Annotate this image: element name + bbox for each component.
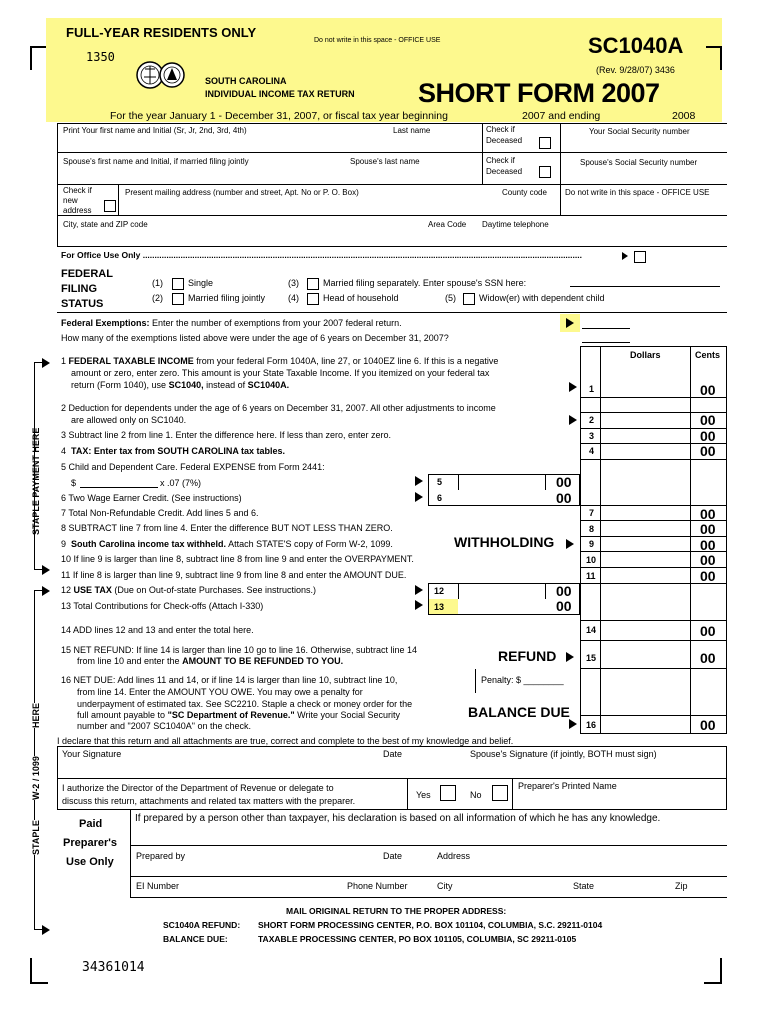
line-9-number-box: 9 — [589, 539, 595, 549]
line-6-text: 6 Two Wage Earner Credit. (See instructions) — [61, 493, 242, 503]
corner-mark — [30, 46, 46, 48]
arrow-icon — [566, 318, 574, 328]
area-code-field[interactable]: Area Code — [428, 220, 467, 229]
rule — [580, 459, 727, 460]
rule — [57, 746, 727, 747]
corner-mark — [720, 958, 722, 984]
arrow-icon — [415, 600, 423, 610]
line-11-text: 11 If line 8 is larger than line 9, subtract line 9 from line 8 and enter the AMOUNT DUE. — [61, 570, 407, 580]
tax-year-label: For the year January 1 - December 31, 2007, or fiscal tax year beginning — [110, 110, 448, 122]
preparer-address-field[interactable]: Address — [437, 851, 471, 861]
line-15-b-a: from line 10 and enter the — [77, 656, 180, 666]
line-4-text — [61, 446, 285, 456]
prepared-by-field[interactable]: Prepared by — [136, 851, 186, 861]
line-14-number-box: 14 — [586, 625, 597, 635]
office-use-label: Do not write in this space - OFFICE USE — [314, 37, 441, 44]
rule — [130, 876, 727, 877]
exemptions-label — [61, 318, 402, 328]
rule — [580, 346, 581, 734]
rule — [407, 778, 408, 809]
rule — [580, 733, 727, 734]
line-3-number-box: 3 — [589, 431, 595, 441]
form-code: 1350 — [86, 50, 115, 64]
line-2-text-b: are allowed only on SC1040. — [71, 415, 187, 425]
first-name-field[interactable]: Print Your first name and Initial (Sr, Jr, 2nd, 3rd, 4th) — [63, 126, 247, 135]
line-16-text-c: underpayment of estimated tax. See SC2210. Staple a check or money order for the — [77, 699, 413, 709]
spouse-deceased-checkbox[interactable] — [539, 166, 551, 178]
line-15-text-b — [77, 656, 343, 666]
line-2-text: 2 Deduction for dependents under the age of 6 years on December 31, 2007. All other adjustments to income — [61, 403, 496, 413]
rule — [580, 668, 727, 669]
line-16-cents[interactable]: 00 — [700, 717, 716, 733]
spouse-first-name-field[interactable]: Spouse's first name and Initial, if married filing jointly — [63, 157, 249, 166]
under-6-input[interactable] — [582, 342, 630, 343]
line-15-number-box: 15 — [586, 653, 597, 663]
no-label: No — [470, 790, 482, 800]
line-5-cents[interactable]: 00 — [556, 474, 572, 490]
full-year-label: FULL-YEAR RESIDENTS ONLY — [66, 25, 257, 40]
line-9-rest: Attach STATE'S copy of Form W-2, 1099. — [228, 539, 393, 549]
authorize-yes-checkbox[interactable] — [440, 785, 456, 801]
staple-payment-label: STAPLE PAYMENT HERE — [31, 427, 41, 535]
line-6-cents[interactable]: 00 — [556, 490, 572, 506]
widower-checkbox[interactable] — [463, 293, 475, 305]
use-only-label: Use Only — [66, 856, 114, 868]
arrow-icon — [42, 358, 50, 368]
married-jointly-label: Married filing jointly — [188, 293, 266, 303]
line-16-text-e: number and "2007 SC1040A" on the check. — [77, 721, 252, 731]
arrow-icon — [415, 492, 423, 502]
corner-mark — [704, 982, 722, 984]
mailing-address-field[interactable]: Present mailing address (number and street, Apt. No or P. O. Box) — [125, 188, 359, 197]
new-address-checkbox[interactable] — [104, 200, 116, 212]
spouse-last-name-field[interactable]: Spouse's last name — [350, 157, 420, 166]
line-13-text: 13 Total Contributions for Check-offs (Attach I-330) — [61, 601, 264, 611]
line-7-number-box: 7 — [589, 508, 595, 518]
line-1-rest: from your federal Form 1040A, line 27, or 1040EZ line 6. If this is a negative — [196, 356, 499, 366]
spouse-ssn-field[interactable]: Spouse's Social Security number — [580, 158, 698, 167]
line-1-bold: FEDERAL TAXABLE INCOME — [68, 356, 194, 366]
declaration-text: I declare that this return and all attachments are true, correct and complete to the best of my knowledge and belief. — [57, 736, 514, 746]
balance-address-label: BALANCE DUE: — [163, 934, 228, 944]
ei-number-field[interactable]: EI Number — [136, 881, 180, 891]
daytime-phone-field[interactable]: Daytime telephone — [482, 220, 549, 229]
arrow-icon — [42, 565, 50, 575]
line-10-cents[interactable]: 00 — [700, 552, 716, 568]
rule — [482, 123, 483, 184]
return-type: INDIVIDUAL INCOME TAX RETURN — [205, 89, 355, 99]
married-jointly-checkbox[interactable] — [172, 293, 184, 305]
line-1-text-c — [71, 380, 289, 390]
authorize-text: I authorize the Director of the Department of Revenue or delegate to — [62, 783, 334, 793]
filing-status-title: FEDERAL FILING STATUS — [61, 268, 113, 310]
line-10-text: 10 If line 9 is larger than line 8, subtract line 8 from line 9 and enter the OVERPAYMENT. — [61, 554, 414, 564]
signature-date-field[interactable]: Date — [383, 749, 403, 759]
preparers-label: Preparer's — [63, 837, 117, 849]
line-1-number-box: 1 — [589, 384, 595, 394]
exemptions-input[interactable] — [582, 328, 630, 329]
line-15-text: 15 NET REFUND: If line 14 is larger than line 10 go to line 16. Otherwise, subtract line 14 — [61, 645, 418, 655]
line-3-cents[interactable]: 00 — [700, 428, 716, 444]
preparer-date-field[interactable]: Date — [383, 851, 403, 861]
arrow-icon — [566, 539, 574, 549]
rule — [580, 640, 727, 641]
line-5-expense-input[interactable] — [80, 487, 158, 488]
line-9-text — [61, 539, 393, 549]
line-5-number-box: 5 — [437, 477, 443, 487]
line-10-number-box: 10 — [586, 555, 597, 565]
revision-label: (Rev. 9/28/07) 3436 — [596, 65, 675, 75]
office-use-label-2: Do not write in this space - OFFICE USE — [565, 188, 710, 197]
rule — [57, 152, 727, 153]
footer-code: 34361014 — [82, 960, 145, 975]
phone-number-field[interactable]: Phone Number — [347, 881, 408, 891]
line-9-prefix: 9 — [61, 539, 67, 549]
line-15-cents[interactable]: 00 — [700, 650, 716, 666]
head-of-household-checkbox[interactable] — [307, 293, 319, 305]
rule — [580, 715, 727, 716]
paid-label: Paid — [79, 818, 103, 830]
line-14-text: 14 ADD lines 12 and 13 and enter the total here. — [61, 625, 254, 635]
balance-address: TAXABLE PROCESSING CENTER, PO BOX 101105, COLUMBIA, SC 29211-0105 — [258, 934, 577, 944]
line-12-bold: USE TAX — [73, 585, 112, 595]
line-5-dollar: $ — [71, 478, 77, 488]
line-11-cents[interactable]: 00 — [700, 568, 716, 584]
form-title: SHORT FORM 2007 — [418, 78, 660, 108]
line-2-cents[interactable]: 00 — [700, 412, 716, 428]
rule — [560, 123, 561, 216]
rule — [512, 778, 513, 809]
line-16-number-box: 16 — [586, 720, 597, 730]
refund-label: REFUND — [498, 648, 557, 664]
mailing-title: MAIL ORIGINAL RETURN TO THE PROPER ADDRESS: — [286, 906, 507, 916]
line-3-text: 3 Subtract line 2 from line 1. Enter the difference here. If less than zero, enter zero. — [61, 430, 392, 440]
dollars-header: Dollars — [630, 350, 661, 360]
line-16-text: 16 NET DUE: Add lines 11 and 14, or if line 14 is larger than line 10, subtract line 10, — [61, 675, 398, 685]
widower-label: Widow(er) with dependent child — [479, 293, 605, 303]
corner-mark — [30, 46, 32, 70]
rule — [130, 810, 131, 898]
arrow-icon — [415, 476, 423, 486]
refund-address: SHORT FORM PROCESSING CENTER, P.O. BOX 101104, COLUMBIA, S.C. 29211-0104 — [258, 920, 603, 930]
line-16-d-b: "SC Department of Revenue." — [167, 710, 295, 720]
arrow-icon — [569, 415, 577, 425]
balance-due-label: BALANCE DUE — [468, 704, 570, 720]
rule — [57, 312, 727, 313]
rule — [600, 346, 601, 734]
married-separately-label: Married filing separately. Enter spouse's SSN here: — [323, 278, 527, 288]
rule — [130, 845, 727, 846]
line-2-number-box: 2 — [589, 415, 595, 425]
rule — [118, 184, 119, 215]
line-4-bold: TAX: Enter tax from SOUTH CAROLINA tax tables. — [71, 446, 286, 456]
rule — [57, 123, 58, 247]
corner-mark — [720, 46, 722, 70]
withholding-label: WITHHOLDING — [454, 534, 555, 550]
rule — [726, 346, 727, 734]
line-1-cents[interactable]: 00 — [700, 382, 716, 398]
line-16-text-d — [77, 710, 400, 720]
exemptions-rest: Enter the number of exemptions from your 2007 federal return. — [152, 318, 402, 328]
under-6-label: How many of the exemptions listed above were under the age of 6 years on December 31, 2007? — [61, 333, 449, 343]
line-16-d-c: Write your Social Security — [297, 710, 401, 720]
line-1-text-b: amount or zero, enter zero. This amount is your State Taxable Income. If you itemized on your federal tax — [71, 368, 490, 378]
line-1-c-a: return (Form 1040), use — [71, 380, 167, 390]
rule — [580, 346, 727, 347]
deceased-checkbox[interactable] — [539, 137, 551, 149]
ssn-field[interactable]: Your Social Security number — [589, 127, 690, 136]
line-4-number-box: 4 — [589, 446, 595, 456]
line-9-bold: South Carolina income tax withheld. — [71, 539, 227, 549]
filing-option-number: (1) — [152, 278, 163, 288]
county-code-field[interactable]: County code — [502, 188, 547, 197]
line-4-cents[interactable]: 00 — [700, 443, 716, 459]
state-name: SOUTH CAROLINA — [205, 76, 287, 86]
line-13-cents[interactable]: 00 — [556, 598, 572, 614]
line-1-number: 1 — [61, 356, 67, 366]
last-name-field[interactable]: Last name — [393, 126, 431, 135]
state-seal — [135, 55, 185, 95]
staple-label: STAPLE — [31, 820, 41, 855]
married-separately-checkbox[interactable] — [307, 278, 319, 290]
new-address-label: Check if new address — [63, 186, 92, 215]
filing-option-number: (4) — [288, 293, 299, 303]
rule — [130, 897, 727, 898]
preparer-declaration: If prepared by a person other than taxpayer, his declaration is based on all information of which he has any knowledge. — [135, 813, 661, 824]
line-15-b-b: AMOUNT TO BE REFUNDED TO YOU. — [182, 656, 344, 666]
cents-header: Cents — [695, 350, 721, 360]
arrow-icon — [622, 252, 628, 260]
line-14-cents[interactable]: 00 — [700, 623, 716, 639]
zip-field[interactable]: Zip — [675, 881, 688, 891]
line-8-number-box: 8 — [589, 524, 595, 534]
line-1-text — [61, 356, 498, 366]
arrow-icon — [42, 925, 50, 935]
penalty-label: Penalty: $ ________ — [481, 675, 564, 685]
corner-mark — [30, 982, 48, 984]
office-use-checkbox[interactable] — [634, 251, 646, 263]
w2-label: W-2 / 1099 — [31, 756, 41, 800]
state-field[interactable]: State — [573, 881, 595, 891]
line-12-cents[interactable]: 00 — [556, 583, 572, 599]
line-8-text: 8 SUBTRACT line 7 from line 4. Enter the difference BUT NOT LESS THAN ZERO. — [61, 523, 393, 533]
rule — [57, 778, 727, 779]
single-label: Single — [188, 278, 214, 288]
line-7-text: 7 Total Non-Refundable Credit. Add lines 5 and 6. — [61, 508, 259, 518]
line-1-c-d: SC1040A. — [247, 380, 290, 390]
corner-mark — [30, 958, 32, 984]
ending-year: 2008 — [672, 110, 696, 122]
line-12-rest: (Due on Out-of-state Purchases. See instructions.) — [114, 585, 316, 595]
arrow-icon — [569, 382, 577, 392]
filing-option-number: (5) — [445, 293, 456, 303]
line-1-c-c: instead of — [206, 380, 246, 390]
single-checkbox[interactable] — [172, 278, 184, 290]
rule — [57, 123, 727, 124]
line-7-cents[interactable]: 00 — [700, 506, 716, 522]
preparer-name-field[interactable]: Preparer's Printed Name — [518, 781, 617, 791]
authorize-text-b: discuss this return, attachments and related tax matters with the preparer. — [62, 796, 356, 806]
your-signature-field[interactable]: Your Signature — [62, 749, 122, 759]
filing-option-number: (2) — [152, 293, 163, 303]
rule — [57, 809, 727, 810]
city-field[interactable]: City — [437, 881, 453, 891]
staple-here-label: HERE — [31, 702, 41, 728]
arrow-icon — [415, 585, 423, 595]
line-12-number-box: 12 — [434, 586, 445, 596]
and-ending-label: 2007 and ending — [522, 110, 601, 122]
yes-label: Yes — [416, 790, 431, 800]
spouse-ssn-line[interactable] — [570, 286, 720, 287]
arrow-icon — [42, 586, 50, 596]
rule — [57, 246, 727, 247]
line-13-number-box: 13 — [434, 602, 445, 612]
spouse-deceased-label: Check if Deceased — [486, 156, 523, 176]
spouse-signature-field[interactable]: Spouse's Signature (if jointly, BOTH must sign) — [470, 749, 657, 759]
city-state-zip-field[interactable]: City, state and ZIP code — [63, 220, 148, 229]
office-use-only-line: For Office Use Only .......................................................................................................................................................................................... — [61, 250, 582, 260]
rule — [580, 620, 727, 621]
arrow-icon — [569, 719, 577, 729]
exemptions-bold: Federal Exemptions: — [61, 318, 150, 328]
head-of-household-label: Head of household — [323, 293, 399, 303]
line-16-text-b: from line 14. Enter the AMOUNT YOU OWE. You may owe a penalty for — [77, 687, 363, 697]
line-6-number-box: 6 — [437, 493, 443, 503]
line-11-number-box: 11 — [586, 571, 596, 581]
line-1-c-b: SC1040, — [168, 380, 204, 390]
line-5-text: 5 Child and Dependent Care. Federal EXPENSE from Form 2441: — [61, 462, 325, 472]
line-16-d-a: full amount payable to — [77, 710, 166, 720]
line-8-cents[interactable]: 00 — [700, 521, 716, 537]
rule — [57, 184, 727, 185]
filing-option-number: (3) — [288, 278, 299, 288]
line-4-prefix: 4 — [61, 446, 67, 456]
line-5-rate: x .07 (7%) — [160, 478, 202, 488]
deceased-label: Check if Deceased — [486, 125, 523, 145]
rule — [57, 215, 727, 216]
refund-address-label: SC1040A REFUND: — [163, 920, 241, 930]
line-12-prefix: 12 — [61, 585, 72, 595]
rule — [690, 346, 691, 734]
authorize-no-checkbox[interactable] — [492, 785, 508, 801]
form-number: SC1040A — [588, 33, 684, 58]
line-12-text — [61, 585, 316, 595]
line-9-cents[interactable]: 00 — [700, 537, 716, 553]
arrow-icon — [566, 652, 574, 662]
